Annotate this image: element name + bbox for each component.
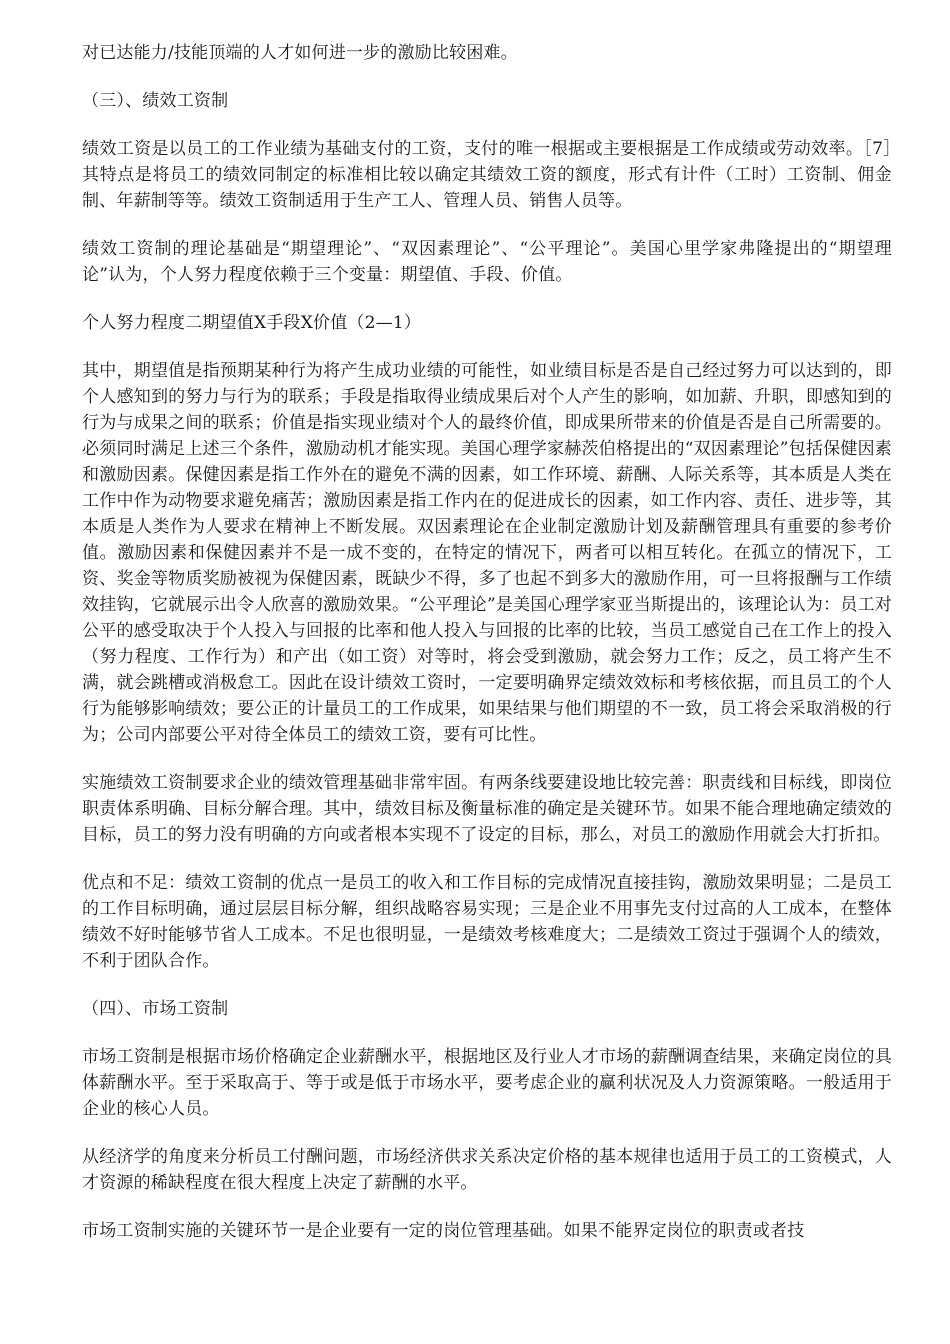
paragraph-intro-end: 对已达能力/技能顶端的人才如何进一步的激励比较困难。: [82, 43, 518, 63]
section-heading-performance-pay: （三）、绩效工资制: [82, 91, 229, 111]
paragraph-implementation: 实施绩效工资制要求企业的绩效管理基础非常牢固。有两条线要建设地比较完善：职责线和目标线，即岗位职责体系明确、目标分解合理。其中，绩效目标及衡量标准的确定是关键环节。如果不能合理地确定绩效的目标，员工的努力没有明确的方向或者根本实现不了设定的目标，那么，对员工的激励作用就会大打折扣。: [82, 773, 892, 845]
paragraph-performance-pay-definition: 绩效工资是以员工的工作业绩为基础支付的工资，支付的唯一根据或主要根据是工作成绩或劳动效率。［7］其特点是将员工的绩效同制定的标准相比较以确定其绩效工资的额度，形式有计件（工时）工资制、佣金制、年薪制等等。绩效工资制适用于生产工人、管理人员、销售人员等。: [82, 139, 892, 211]
paragraph-formula: 个人努力程度二期望值X手段X价值（2—1）: [82, 313, 422, 333]
paragraph-economics-view: 从经济学的角度来分析员工付酬问题，市场经济供求关系决定价格的基本规律也适用于员工的工资模式，人才资源的稀缺程度在很大程度上决定了薪酬的水平。: [82, 1147, 892, 1193]
section-heading-market-pay: （四）、市场工资制: [82, 999, 229, 1019]
paragraph-theory-basis: 绩效工资制的理论基础是“期望理论”、“双因素理论”、“公平理论”。美国心里学家弗隆提出的“期望理论”认为，个人努力程度依赖于三个变量：期望值、手段、价值。: [82, 239, 892, 285]
paragraph-market-pay-definition: 市场工资制是根据市场价格确定企业薪酬水平，根据地区及行业人才市场的薪酬调查结果，来确定岗位的具体薪酬水平。至于采取高于、等于或是低于市场水平，要考虑企业的赢利状况及人力资源策略。一般适用于企业的核心人员。: [82, 1047, 892, 1119]
document-page: [82, 40, 892, 1266]
paragraph-theory-explanation: 其中，期望值是指预期某种行为将产生成功业绩的可能性，如业绩目标是否是自己经过努力可以达到的，即个人感知到的努力与行为的联系；手段是指取得业绩成果后对个人产生的影响，如加薪、升职，即感知到的行为与成果之间的联系；价值是指实现业绩对个人的最终价值，即成果所带来的价值是否是自己所需要的。必须同时满足上述三个条件，激励动机才能实现。美国心理学家赫茨伯格提出的“双因素理论”包括保健因素和激励因素。保健因素是指工作外在的避免不满的因素，如工作环境、薪酬、人际关系等，其本质是人类在工作中作为动物要求避免痛苦；激励因素是指工作内在的促进成长的因素，如工作内容、责任、进步等，其本质是人类作为人要求在精神上不断发展。双因素理论在企业制定激励计划及薪酬管理具有重要的参考价值。激励因素和保健因素并不是一成不变的，在特定的情况下，两者可以相互转化。在孤立的情况下，工资、奖金等物质奖励被视为保健因素，既缺少不得，多了也起不到多大的激励作用，可一旦将报酬与工作绩效挂钩，它就展示出令人欣喜的激励效果。“公平理论”是美国心理学家亚当斯提出的，该理论认为：员工对公平的感受取决于个人投入与回报的比率和他人投入与回报的比率的比较，当员工感觉自己在工作上的投入（努力程度、工作行为）和产出（如工资）对等时，将会受到激励，就会努力工作；反之，员工将产生不满，就会跳槽或消极怠工。因此在设计绩效工资时，一定要明确界定绩效效标和考核依据，而且员工的个人行为能够影响绩效；要公正的计量员工的工作成果，如果结果与他们期望的不一致，员工将会采取消极的行为；公司内部要公平对待全体员工的绩效工资，要有可比性。: [82, 361, 892, 745]
paragraph-market-pay-key: 市场工资制实施的关键环节一是企业要有一定的岗位管理基础。如果不能界定岗位的职责或者技: [82, 1221, 805, 1241]
paragraph-pros-cons: 优点和不足：绩效工资制的优点一是员工的收入和工作目标的完成情况直接挂钩，激励效果明显；二是员工的工作目标明确，通过层层目标分解，组织战略容易实现；三是企业不用事先支付过高的人工成本，在整体绩效不好时能够节省人工成本。不足也很明显，一是绩效考核难度大；二是绩效工资过于强调个人的绩效，不利于团队合作。: [82, 873, 892, 971]
